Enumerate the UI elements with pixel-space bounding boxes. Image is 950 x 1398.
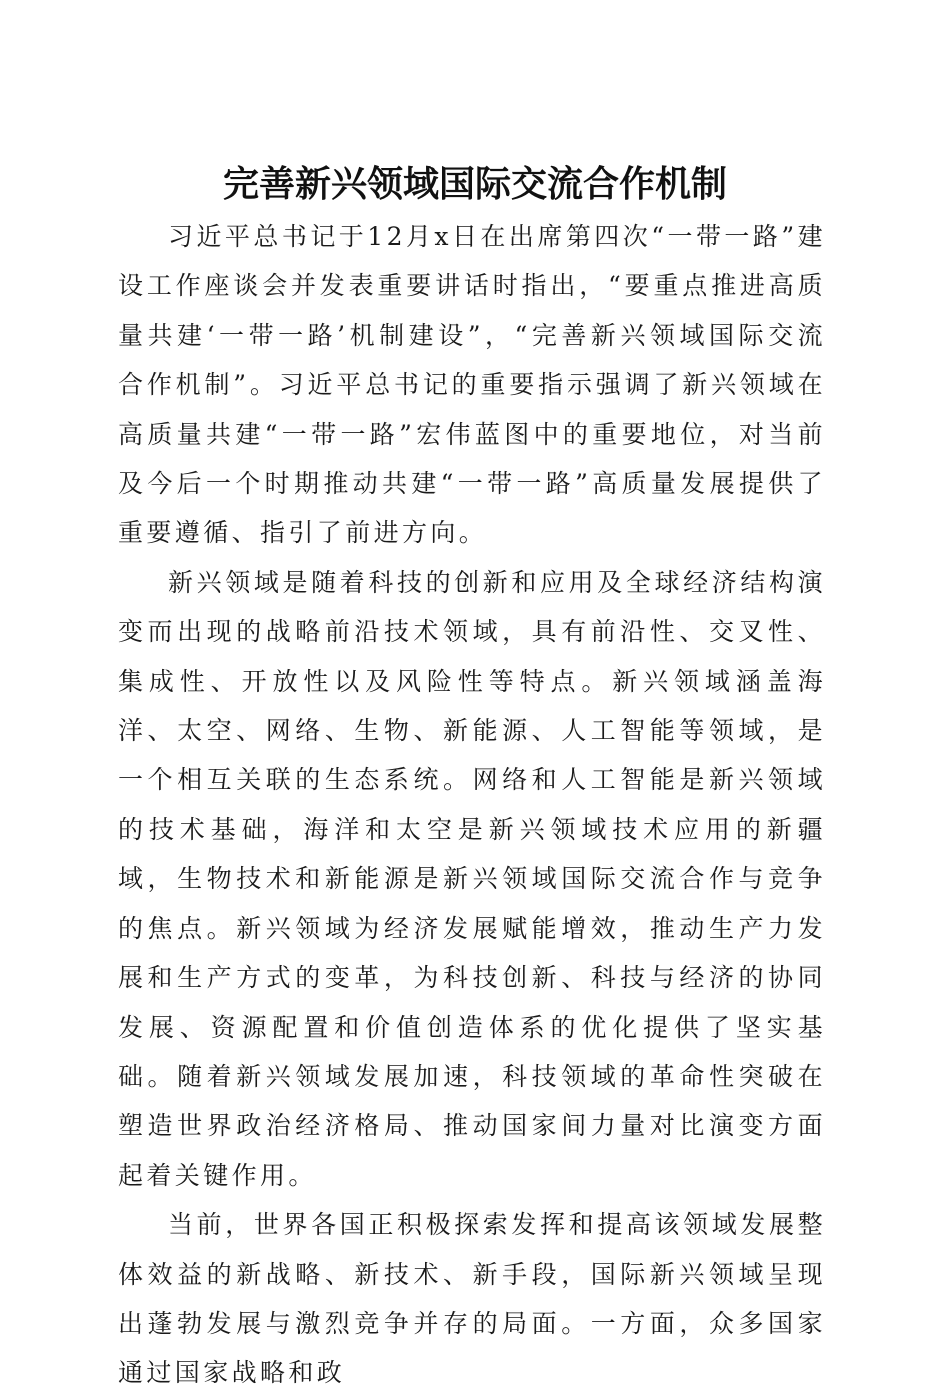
paragraph: 新兴领域是随着科技的创新和应用及全球经济结构演变而出现的战略前沿技术领域，具有前沿性、交叉性、集成性、开放性以及风险性等特点。新兴领域涵盖海洋、太空、网络、生物、新能源、人工智能等领域，是一个相互关联的生态系统。网络和人工智能是新兴领域的技术基础，海洋和太空是新兴领域技术应用的新疆域，生物技术和新能源是新兴领域国际交流合作与竞争的焦点。新兴领域为经济发展赋能增效，推动生产力发展和生产方式的变革，为科技创新、科技与经济的协同发展、资源配置和价值创造体系的优化提供了坚实基础。随着新兴领域发展加速，科技领域的革命性突破在塑造世界政治经济格局、推动国家间力量对比演变方面起着关键作用。 <box>118 567 826 1190</box>
document-title: 完善新兴领域国际交流合作机制 <box>222 163 727 206</box>
paragraph: 习近平总书记于12月x日在出席第四次“一带一路”建设工作座谈会并发表重要讲话时指出，“要重点推进高质量共建‘一带一路’机制建设”，“完善新兴领域国际交流合作机制”。习近平总书记的重要指示强调了新兴领域在高质量共建“一带一路”宏伟蓝图中的重要地位，对当前及今后一个时期推动共建“一带一路”高质量发展提供了重要遵循、指引了前进方向。 <box>118 222 826 548</box>
document-body <box>118 212 826 1398</box>
paragraph: 当前，世界各国正积极探索发挥和提高该领域发展整体效益的新战略、新技术、新手段，国际新兴领域呈现出蓬勃发展与激烈竞争并存的局面。一方面，众多国家通过国家战略和政 <box>118 1210 826 1388</box>
